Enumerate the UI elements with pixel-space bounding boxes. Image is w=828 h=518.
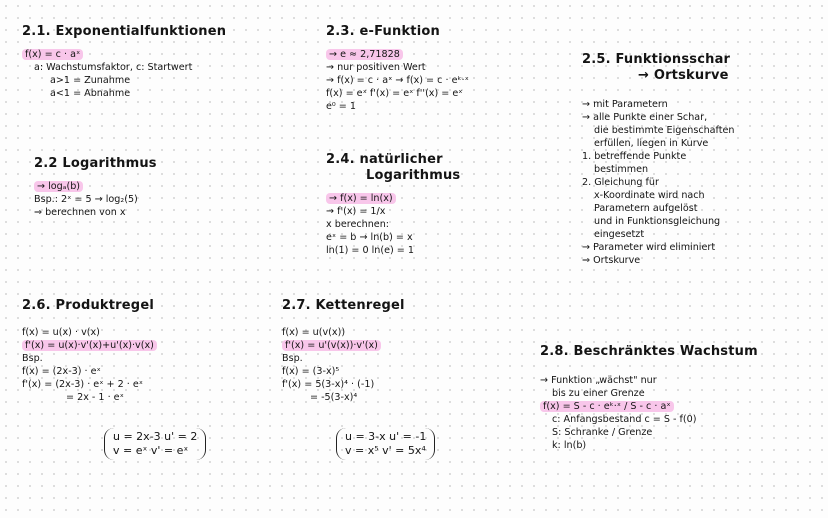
note-line: a>1 = Zunahme [50, 75, 131, 86]
note-line: bestimmen [594, 164, 649, 175]
note-line: → alle Punkte einer Schar, [582, 112, 708, 123]
highlighted-formula: → f(x) = ln(x) [326, 193, 396, 204]
substitution-line: v = eˣ v' = eˣ [113, 444, 189, 457]
highlighted-formula: → e ≈ 2,71828 [326, 49, 403, 60]
section-title: 2.1. Exponentialfunktionen [22, 24, 227, 39]
note-line: 2. Gleichung für [582, 177, 659, 188]
note-line: eˣ = b → ln(b) = x [326, 232, 413, 243]
note-line: → f(x) = c · aˣ → f(x) = c · eᵏ·ˣ [326, 75, 469, 86]
note-line: Parametern aufgelöst [594, 203, 698, 214]
note-line: f(x) = u(x) · v(x) [22, 327, 100, 338]
note-line: f'(x) = (2x-3) · eˣ + 2 · eˣ [22, 379, 144, 390]
note-line: f(x) = (2x-3) · eˣ [22, 366, 101, 377]
note-line: die bestimmte Eigenschaften [594, 125, 735, 136]
note-line: S: Schranke / Grenze [552, 427, 653, 438]
note-line: k: ln(b) [552, 440, 587, 451]
note-line: → f'(x) = 1/x [326, 206, 386, 217]
note-line: x berechnen: [326, 219, 390, 230]
section-e-funktion [326, 24, 469, 113]
note-line: 1. betreffende Punkte [582, 151, 687, 162]
substitution-box [336, 428, 435, 460]
note-line: Bsp. [282, 353, 303, 364]
section-kettenregel [282, 298, 405, 404]
note-line: f(x) = (3-x)⁵ [282, 366, 340, 377]
note-line: f'(x) = 5(3-x)⁴ · (-1) [282, 379, 375, 390]
highlighted-formula: f(x) = c · aˣ [22, 49, 83, 60]
note-line: f(x) = u(v(x)) [282, 327, 346, 338]
section-funktionsschar [582, 52, 735, 267]
highlighted-formula: f'(x) = u(x)·v'(x)+u'(x)·v(x) [22, 340, 157, 351]
note-line: ⇒ Ortskurve [582, 255, 641, 266]
note-line: a: Wachstumsfaktor, c: Startwert [34, 62, 193, 73]
note-line: Bsp.: 2ˣ = 5 → log₂(5) [34, 194, 138, 205]
note-line: = 2x - 1 · eˣ [66, 392, 124, 403]
section-title: 2.2 Logarithmus [34, 156, 157, 171]
note-line: x-Koordinate wird nach [594, 190, 705, 201]
section-title: → Ortskurve [638, 68, 729, 83]
section-title: 2.7. Kettenregel [282, 298, 405, 313]
note-line: → mit Parametern [582, 99, 668, 110]
note-line: f(x) = eˣ f'(x) = eˣ f''(x) = eˣ [326, 88, 463, 99]
note-line: erfüllen, liegen in Kurve [594, 138, 709, 149]
section-title: 2.8. Beschränktes Wachstum [540, 344, 758, 359]
substitution-box [104, 428, 206, 460]
note-line: → Parameter wird eliminiert [582, 242, 716, 253]
note-line: a<1 = Abnahme [50, 88, 131, 99]
section-title: 2.5. Funktionsschar [582, 52, 731, 67]
section-title: 2.4. natürlicher [326, 152, 443, 167]
note-line: ln(1) = 0 ln(e) = 1 [326, 245, 415, 256]
highlighted-formula: f(x) = S - c · eᵏ·ˣ / S - c · aˣ [540, 401, 674, 412]
section-produktregel [22, 298, 157, 404]
substitution-line: v = x⁵ v' = 5x⁴ [345, 444, 426, 457]
section-logarithmus [34, 156, 157, 219]
substitution-line: u = 2x-3 u' = 2 [113, 430, 198, 443]
section-title: Logarithmus [366, 168, 461, 183]
note-line: eingesetzt [594, 229, 645, 240]
note-line: und in Funktionsgleichung [594, 216, 721, 227]
highlighted-formula: f'(x) = u'(v(x))·v'(x) [282, 340, 381, 351]
note-line: ⇒ berechnen von x [34, 207, 126, 218]
note-line: bis zu einer Grenze [552, 388, 645, 399]
highlighted-formula: → logₐ(b) [34, 181, 83, 192]
note-line: c: Anfangsbestand c = S - f(0) [552, 414, 697, 425]
note-line: → Funktion „wächst" nur [540, 375, 657, 386]
section-title: 2.3. e-Funktion [326, 24, 440, 39]
note-line: = -5(3-x)⁴ [310, 392, 358, 403]
note-line: Bsp. [22, 353, 43, 364]
section-title: 2.6. Produktregel [22, 298, 154, 313]
section-natuerlicher-logarithmus [326, 152, 460, 257]
section-exponentialfunktionen [22, 24, 226, 100]
section-beschraenktes-wachstum [540, 344, 758, 452]
note-line: e⁰ = 1 [326, 101, 356, 112]
note-line: → nur positiven Wert [326, 62, 426, 73]
substitution-line: u = 3-x u' = -1 [345, 430, 427, 443]
